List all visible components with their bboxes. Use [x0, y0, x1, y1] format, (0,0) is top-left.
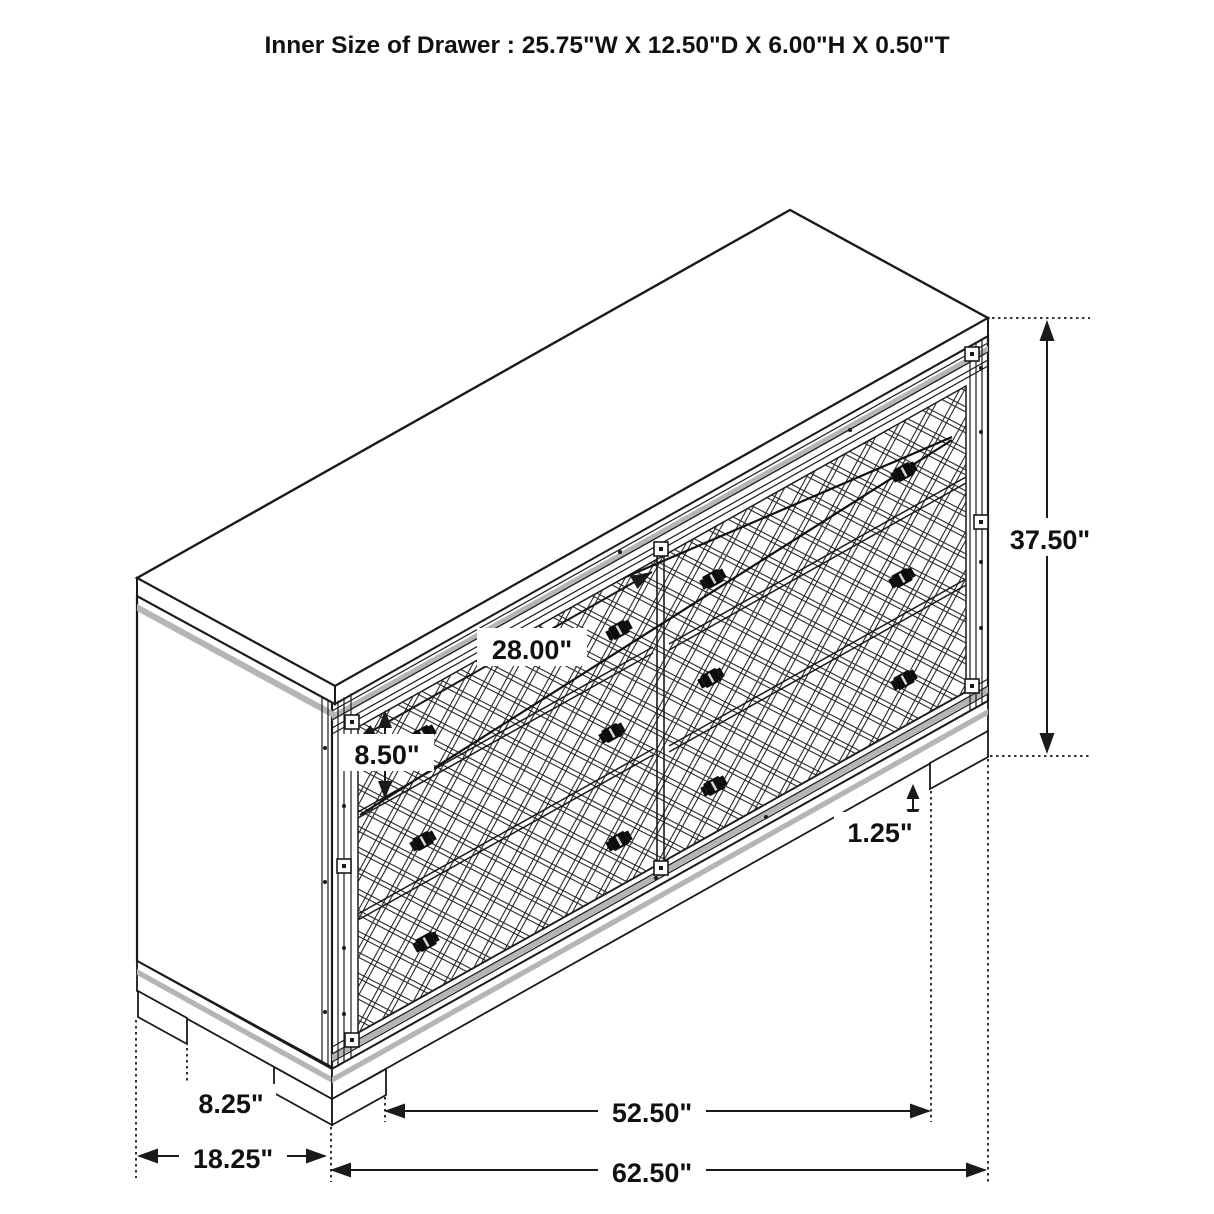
dim-front-leg-span — [598, 1092, 706, 1128]
dim-side-leg-gap — [186, 1084, 276, 1119]
dim-drawer-front-height — [340, 734, 434, 771]
dim-front-leg-span-label: 52.50" — [611, 1098, 693, 1128]
dim-overall-height-label: 37.50" — [1009, 525, 1091, 555]
dim-overall-width-label: 62.50" — [611, 1158, 693, 1188]
dim-leg-height — [834, 812, 926, 849]
dim-side-leg-gap-label: 8.25" — [198, 1089, 264, 1119]
dim-side-depth — [179, 1138, 287, 1174]
dim-overall-width — [598, 1152, 706, 1188]
figure-title: Inner Size of Drawer : 25.75"W X 12.50"D X 6.00"H X 0.50"T — [264, 32, 950, 59]
dim-drawer-width-label: 28.00" — [491, 635, 573, 665]
dim-leg-height-label: 1.25" — [847, 818, 913, 848]
dim-overall-height — [998, 518, 1102, 556]
dim-drawer-width — [477, 628, 587, 666]
dim-drawer-front-height-label: 8.50" — [354, 740, 420, 770]
dim-side-depth-label: 18.25" — [192, 1144, 274, 1174]
